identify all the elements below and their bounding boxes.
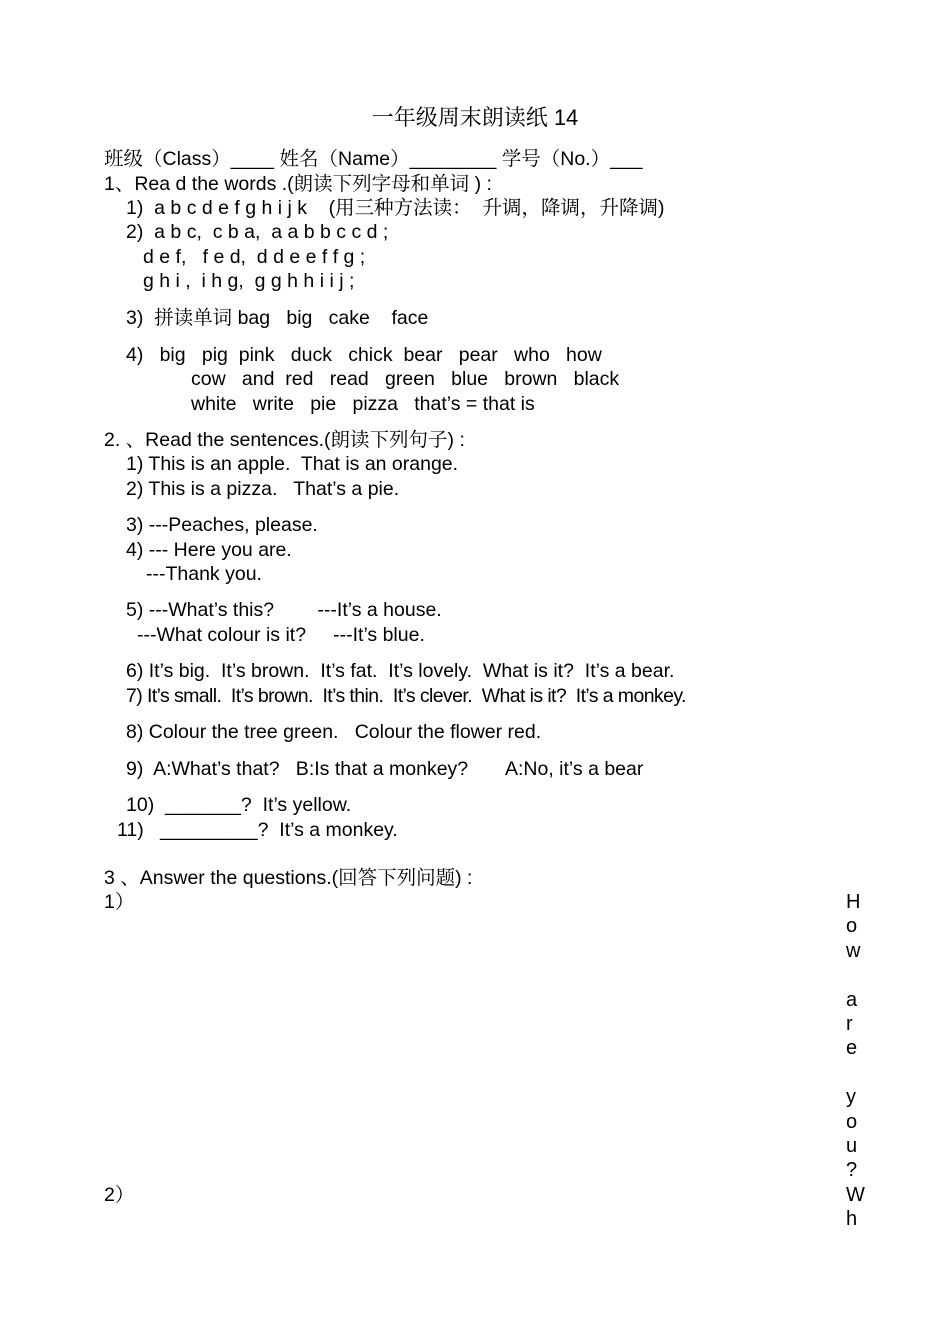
vertical-char: e [846,1037,858,1060]
vertical-char: r [846,1012,853,1035]
vertical-char: H [846,891,861,913]
section-2-item-6: 6) It’s big. It’s brown. It’s fat. It’s lovely. What is it? It’s a bear. [126,660,675,682]
section-1-item-2c: g h i , i h g, g g h h i i j ; [143,270,355,292]
question-1-number: 1） [104,891,135,913]
section-1-item-3: 3) 拼读单词 bag big cake face [126,307,429,329]
section-2-item-7: 7) It’s small. It’s brown. It’s thin. It’s clever. What is it? It’s a monkey. [126,685,686,707]
section-2-item-4b: ---Thank you. [146,563,262,585]
section-2-item-5b: ---What colour is it? ---It’s blue. [137,624,425,646]
section-2-item-5a: 5) ---What’s this? ---It’s a house. [126,599,442,621]
vertical-char: y [846,1086,856,1109]
section-2-item-4a: 4) --- Here you are. [126,539,292,561]
vertical-char [846,963,870,987]
vertical-char: o [846,915,858,938]
section-2-item-10: 10) _______? It’s yellow. [126,794,352,816]
section-1-item-2a: 2) a b c, c b a, a a b b c c d ; [126,221,389,243]
section-1-item-1: 1) a b c d e f g h i j k (用三种方法读： 升调，降调，升降调) [126,197,665,219]
section-2-item-1: 1) This is an apple. That is an orange. [126,453,459,475]
vertical-char: W [846,1183,865,1206]
question-2-number: 2） [104,1184,135,1206]
section-2-item-2: 2) This is a pizza. That’s a pie. [126,478,400,500]
section-1-item-2b: d e f, f e d, d d e e f f g ; [143,246,366,268]
section-1-item-4b: cow and red read green blue brown black [191,368,620,390]
vertical-char [846,1061,870,1085]
section-1-heading: 1、Rea d the words .(朗读下列字母和单词 ) : [104,173,492,195]
section-2-item-11: 11) _________? It’s a monkey. [117,819,398,841]
page-title: 一年级周末朗读纸 14 [371,105,579,130]
section-1-item-4a: 4) big pig pink duck chick bear pear who how [126,344,602,366]
vertical-char: a [846,988,858,1011]
section-2-item-3: 3) ---Peaches, please. [126,514,318,536]
section-2-item-8: 8) Colour the tree green. Colour the flower red. [126,721,542,743]
vertical-question-text [846,890,870,1231]
vertical-char: u [846,1134,858,1157]
section-1-item-4c: white write pie pizza that’s = that is [191,393,535,415]
vertical-char: ? [846,1159,858,1182]
vertical-char: w [846,939,861,962]
student-info-line: 班级（Class）____ 姓名（Name）________ 学号（No.）___ [104,148,643,170]
section-2-item-9: 9) A:What’s that? B:Is that a monkey? A:No, it’s a bear [126,758,644,780]
vertical-char: h [846,1208,858,1231]
vertical-char: o [846,1110,858,1133]
section-2-heading: 2. 、Read the sentences.(朗读下列句子) : [104,429,465,451]
section-3-heading: 3 、Answer the questions.(回答下列问题) : [104,867,473,889]
